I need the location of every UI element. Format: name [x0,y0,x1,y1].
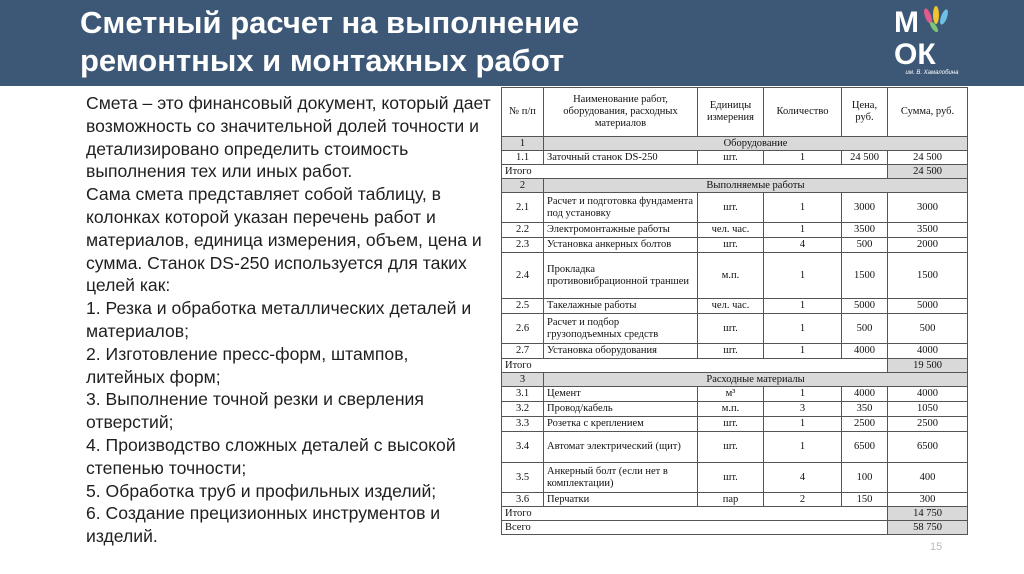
cell-name: Расчет и подбор грузоподъемных средств [544,314,698,344]
table-row [502,253,968,299]
cell-name: Расчет и подготовка фундамента под установку [544,193,698,223]
cell-unit: пар [698,493,764,507]
cell-name: Автомат электрический (щит) [544,432,698,463]
cell-num: 1.1 [502,151,544,165]
table-header-row [502,88,968,137]
cell-price: 4000 [842,344,888,359]
cell-name: Провод/кабель [544,402,698,417]
header-unit: Единицы измерения [698,88,764,137]
cell-qty: 1 [764,314,842,344]
cell-unit: шт. [698,314,764,344]
cell-sum: 1500 [888,253,968,299]
estimate-table-wrapper [501,87,967,535]
grand-total-value: 58 750 [888,521,968,535]
cell-sum: 4000 [888,344,968,359]
total-label: Итого [502,359,888,373]
section-num: 2 [502,179,544,193]
table-row [502,151,968,165]
total-row [502,507,968,521]
cell-qty: 1 [764,151,842,165]
header-num: № п/п [502,88,544,137]
cell-num: 2.4 [502,253,544,299]
cell-qty: 4 [764,238,842,253]
cell-unit: шт. [698,344,764,359]
cell-price: 350 [842,402,888,417]
section-name: Расходные материалы [544,373,968,387]
cell-unit: шт. [698,432,764,463]
cell-name: Прокладка противовибрационной траншеи [544,253,698,299]
cell-sum: 2000 [888,238,968,253]
grand-total-label: Всего [502,521,888,535]
cell-name: Установка оборудования [544,344,698,359]
cell-unit: м.п. [698,402,764,417]
total-row [502,165,968,179]
cell-name: Цемент [544,387,698,402]
cell-sum: 24 500 [888,151,968,165]
table-row [502,299,968,314]
cell-name: Заточный станок DS-250 [544,151,698,165]
logo-letter-m: М [894,6,919,39]
cell-qty: 1 [764,432,842,463]
grand-total-row [502,521,968,535]
total-row [502,359,968,373]
table-row [502,193,968,223]
cell-name: Такелажные работы [544,299,698,314]
cell-sum: 6500 [888,432,968,463]
slide-title: Сметный расчет на выполнение ремонтных и монтажных работ [80,5,580,78]
cell-num: 2.1 [502,193,544,223]
slide-header [0,0,1024,86]
cell-qty: 2 [764,493,842,507]
cell-num: 2.5 [502,299,544,314]
cell-sum: 4000 [888,387,968,402]
table-row [502,402,968,417]
cell-unit: м.п. [698,253,764,299]
cell-sum: 300 [888,493,968,507]
estimate-table [501,87,968,535]
cell-qty: 3 [764,402,842,417]
header-price: Цена, руб. [842,88,888,137]
cell-qty: 1 [764,223,842,238]
cell-unit: шт. [698,417,764,432]
body-paragraph: 1. Резка и обработка металлических деталей и материалов; [86,298,472,341]
table-row [502,344,968,359]
cell-price: 500 [842,238,888,253]
cell-unit: чел. час. [698,299,764,314]
cell-sum: 400 [888,463,968,493]
table-row [502,387,968,402]
table-row [502,314,968,344]
section-name: Оборудование [544,137,968,151]
cell-name: Электромонтажные работы [544,223,698,238]
cell-sum: 3500 [888,223,968,238]
header-name: Наименование работ, оборудования, расходных материалов [544,88,698,137]
table-row [502,432,968,463]
cell-qty: 1 [764,417,842,432]
cell-sum: 3000 [888,193,968,223]
cell-unit: шт. [698,463,764,493]
cell-num: 3.2 [502,402,544,417]
cell-price: 1500 [842,253,888,299]
total-label: Итого [502,507,888,521]
section-num: 1 [502,137,544,151]
cell-unit: м³ [698,387,764,402]
header-qty: Количество [764,88,842,137]
cell-price: 6500 [842,432,888,463]
total-label: Итого [502,165,888,179]
cell-num: 3.1 [502,387,544,402]
cell-qty: 1 [764,193,842,223]
cell-price: 5000 [842,299,888,314]
section-name: Выполняемые работы [544,179,968,193]
body-paragraph: 3. Выполнение точной резки и сверления отверстий; [86,389,424,433]
table-row [502,223,968,238]
cell-num: 3.3 [502,417,544,432]
body-paragraph: Сама смета представляет собой таблицу, в колонках которой указан перечень работ и материалов, единица измерения, объем, цена и сумма. Станок DS-250 используется для таких целей как: [86,184,482,296]
page-number: 15 [930,541,943,553]
cell-num: 3.4 [502,432,544,463]
section-num: 3 [502,373,544,387]
cell-name: Установка анкерных болтов [544,238,698,253]
cell-price: 3500 [842,223,888,238]
cell-num: 3.6 [502,493,544,507]
cell-num: 3.5 [502,463,544,493]
cell-unit: шт. [698,193,764,223]
cell-num: 2.3 [502,238,544,253]
logo-caption: им. В. Хамалобина [905,70,959,76]
cell-qty: 4 [764,463,842,493]
section-row [502,373,968,387]
body-paragraph: 5. Обработка труб и профильных изделий; [86,480,437,501]
cell-name: Розетка с креплением [544,417,698,432]
cell-sum: 2500 [888,417,968,432]
cell-price: 150 [842,493,888,507]
cell-unit: шт. [698,238,764,253]
table-row [502,493,968,507]
leaf-logo-icon [882,4,982,70]
total-value: 19 500 [888,359,968,373]
cell-qty: 1 [764,344,842,359]
body-paragraph: 4. Производство сложных деталей с высокой степенью точности; [86,434,456,478]
cell-price: 24 500 [842,151,888,165]
body-paragraph: 2. Изготовление пресс-форм, штампов, литейных форм; [86,343,409,387]
body-paragraph: 6. Создание прецизионных инструментов и изделий. [86,503,441,547]
cell-price: 2500 [842,417,888,432]
cell-num: 2.2 [502,223,544,238]
body-text [86,92,491,548]
cell-num: 2.6 [502,314,544,344]
cell-qty: 1 [764,299,842,314]
header-sum: Сумма, руб. [888,88,968,137]
total-value: 14 750 [888,507,968,521]
cell-unit: чел. час. [698,223,764,238]
cell-price: 3000 [842,193,888,223]
cell-qty: 1 [764,253,842,299]
total-value: 24 500 [888,165,968,179]
cell-price: 4000 [842,387,888,402]
body-paragraph: Смета – это финансовый документ, который дает возможность со значительной долей точности и детализировано определить стоимость выполнения тех или иных работ. [86,93,491,182]
cell-unit: шт. [698,151,764,165]
cell-name: Перчатки [544,493,698,507]
cell-price: 100 [842,463,888,493]
cell-qty: 1 [764,387,842,402]
cell-price: 500 [842,314,888,344]
logo-letters-ok: ОК [894,38,936,70]
cell-num: 2.7 [502,344,544,359]
section-row [502,137,968,151]
table-row [502,238,968,253]
logo [882,4,982,80]
cell-name: Анкерный болт (если нет в комплектации) [544,463,698,493]
table-row [502,417,968,432]
cell-sum: 500 [888,314,968,344]
cell-sum: 5000 [888,299,968,314]
cell-sum: 1050 [888,402,968,417]
table-row [502,463,968,493]
section-row [502,179,968,193]
